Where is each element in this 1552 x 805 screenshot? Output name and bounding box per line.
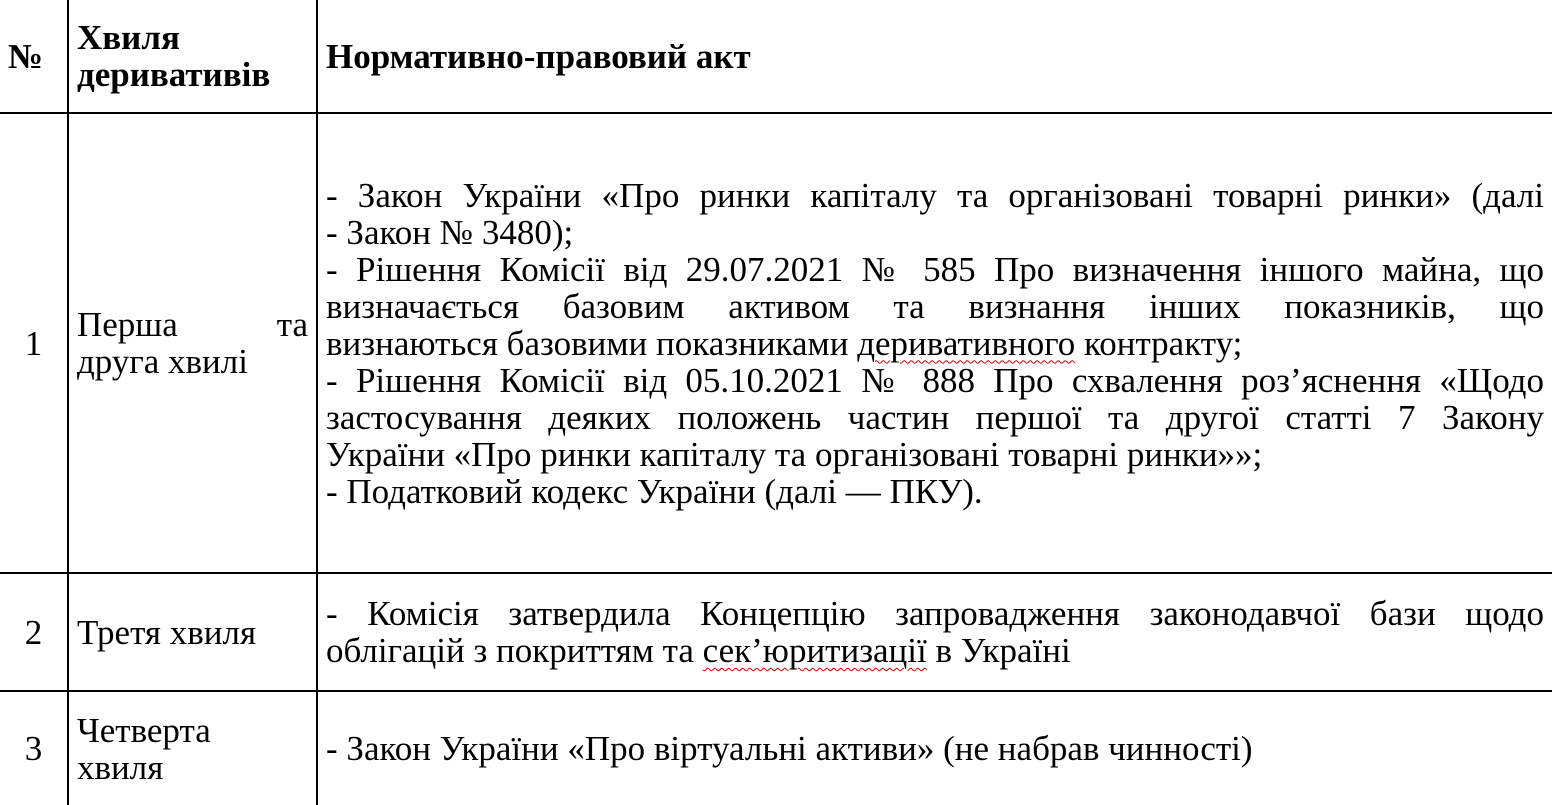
wave-word: Перша — [77, 305, 178, 344]
wave-line: Четверта — [77, 710, 211, 750]
act-line — [326, 325, 1544, 362]
header-wave-cell: Хвиля деривативів — [68, 0, 317, 113]
row-number-cell: 2 — [0, 573, 68, 691]
act-line: - Закон № 3480); — [326, 212, 574, 252]
wave-line: друга хвилі — [77, 342, 248, 381]
act-text: визнаються базовими показниками — [326, 323, 858, 363]
header-number-cell: № — [0, 0, 68, 113]
wave-line — [77, 306, 308, 343]
act-cell — [317, 113, 1552, 573]
wave-cell: Третя хвиля — [68, 573, 317, 691]
row-number-cell: 3 — [0, 691, 68, 805]
table-header-row — [0, 0, 1552, 113]
table-row — [0, 573, 1552, 691]
act-text: облігацій з покриттям та — [326, 631, 703, 670]
act-line: України «Про ринки капіталу та організовані товарні ринки»»; — [326, 434, 1263, 474]
act-text: контракту; — [1075, 323, 1243, 363]
act-line — [326, 632, 1544, 669]
wave-line: хвиля — [77, 747, 164, 787]
wave-cell — [68, 113, 317, 573]
spellcheck-word: деривативного — [857, 323, 1076, 363]
act-line: - Рішення Комісії від 05.10.2021 № 888 Про схвалення роз’яснення «Щодо — [326, 360, 1544, 400]
act-line: - Закон України «Про ринки капіталу та організовані товарні ринки» (далі — [326, 175, 1544, 215]
row-number-cell: 1 — [0, 113, 68, 573]
spellcheck-word: сек’юритизації — [702, 631, 927, 670]
header-act-cell: Нормативно-правовий акт — [317, 0, 1552, 113]
act-text: в Україні — [926, 631, 1071, 670]
table-row — [0, 691, 1552, 805]
act-cell — [317, 573, 1552, 691]
act-cell: - Закон України «Про віртуальні активи» (не набрав чинності) — [317, 691, 1552, 805]
act-line: застосування деяких положень частин першої та другої статті 7 Закону — [326, 397, 1544, 437]
wave-cell — [68, 691, 317, 805]
act-line: визначається базовим активом та визнання інших показників, що — [326, 286, 1544, 326]
table-row — [0, 113, 1552, 573]
act-line: - Податковий кодекс України (далі — ПКУ). — [326, 471, 983, 511]
act-line: - Комісія затвердила Концепцію запровадження законодавчої бази щодо — [326, 594, 1544, 633]
wave-word: та — [276, 305, 308, 344]
act-line: - Рішення Комісії від 29.07.2021 № 585 Про визначення іншого майна, що — [326, 249, 1544, 289]
